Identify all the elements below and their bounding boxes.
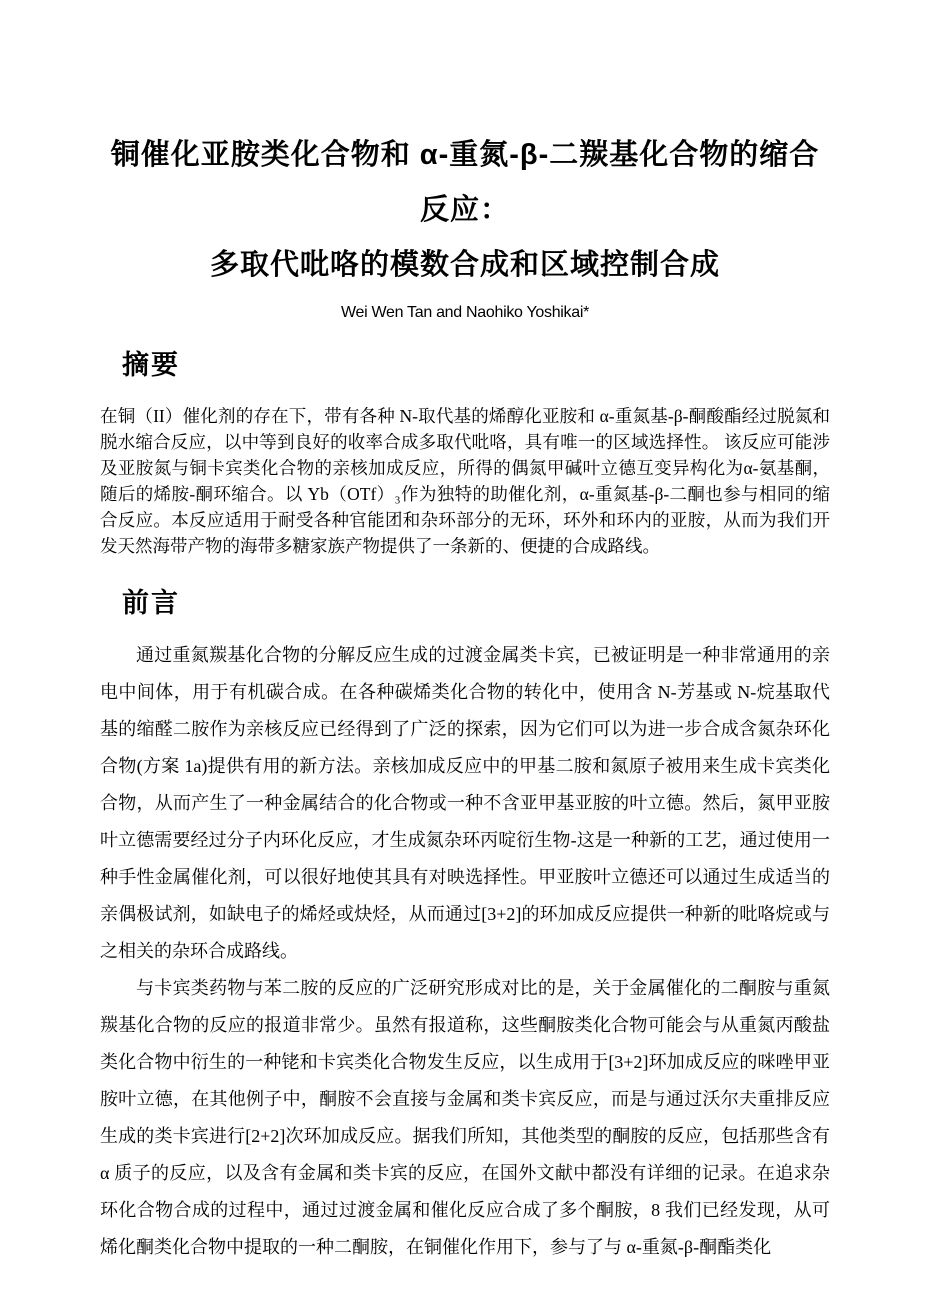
introduction-heading: 前言 xyxy=(122,588,180,618)
abstract-paragraph: 在铜（II）催化剂的存在下，带有各种 N-取代基的烯醇化亚胺和 α-重氮基-β-酮酸酯经过脱氮和脱水缩合反应，以中等到良好的收率合成多取代吡咯，具有唯一的区域选择性。 该反应可能涉及亚胺氮与铜卡宾类化合物的亲核加成反应，所得的偶氮甲碱叶立德互变异构化为α-氨基酮，随后的烯胺-酮环缩合。以 Yb（OTf）₃作为独特的助催化剂，α-重氮基-β-二酮也参与相同的缩合反应。本反应适用于耐受各种官能团和杂环部分的无环，环外和环内的亚胺，从而为我们开发天然海带产物的海带多糖家族产物提供了一条新的、便捷的合成路线。 xyxy=(100,406,830,556)
paper-title-line-1: 铜催化亚胺类化合物和 α-重氮-β-二羰基化合物的缩合反应： xyxy=(110,139,820,226)
paper-title-line-2: 多取代吡咯的模数合成和区域控制合成 xyxy=(209,249,720,281)
paper-title xyxy=(100,128,830,293)
abstract-heading: 摘要 xyxy=(122,350,180,380)
introduction-paragraph-1: 通过重氮羰基化合物的分解反应生成的过渡金属类卡宾，已被证明是一种非常通用的亲电中间体，用于有机碳合成。在各种碳烯类化合物的转化中，使用含 N-芳基或 N-烷基取代基的缩醛二胺作为亲核反应已经得到了广泛的探索，因为它们可以为进一步合成含氮杂环化合物(方案 1a)提供有用的新方法。亲核加成反应中的甲基二胺和氮原子被用来生成卡宾类化合物，从而产生了一种金属结合的化合物或一种不含亚甲基亚胺的叶立德。然后，氮甲亚胺叶立德需要经过分子内环化反应，才生成氮杂环丙啶衍生物-这是一种新的工艺，通过使用一种手性金属催化剂，可以很好地使其具有对映选择性。甲亚胺叶立德还可以通过生成适当的亲偶极试剂，如缺电子的烯烃或炔烃，从而通过[3+2]的环加成反应提供一种新的吡咯烷或与之相关的杂环合成路线。 xyxy=(100,645,830,961)
introduction-paragraph-2: 与卡宾类药物与苯二胺的反应的广泛研究形成对比的是，关于金属催化的二酮胺与重氮羰基化合物的反应的报道非常少。虽然有报道称，这些酮胺类化合物可能会与从重氮丙酸盐类化合物中衍生的一种铑和卡宾类化合物发生反应，以生成用于[3+2]环加成反应的咪唑甲亚胺叶立德，在其他例子中，酮胺不会直接与金属和类卡宾反应，而是与通过沃尔夫重排反应生成的类卡宾进行[2+2]次环加成反应。据我们所知，其他类型的酮胺的反应，包括那些含有 α 质子的反应，以及含有金属和类卡宾的反应，在国外文献中都没有详细的记录。在追求杂环化合物合成的过程中，通过过渡金属和催化反应合成了多个酮胺，8 我们已经发现，从可烯化酮类化合物中提取的一种二酮胺，在铜催化作用下，参与了与 α-重氮-β-酮酯类化 xyxy=(100,978,830,1257)
author-line: Wei Wen Tan and Naohiko Yoshikai* xyxy=(340,304,590,321)
